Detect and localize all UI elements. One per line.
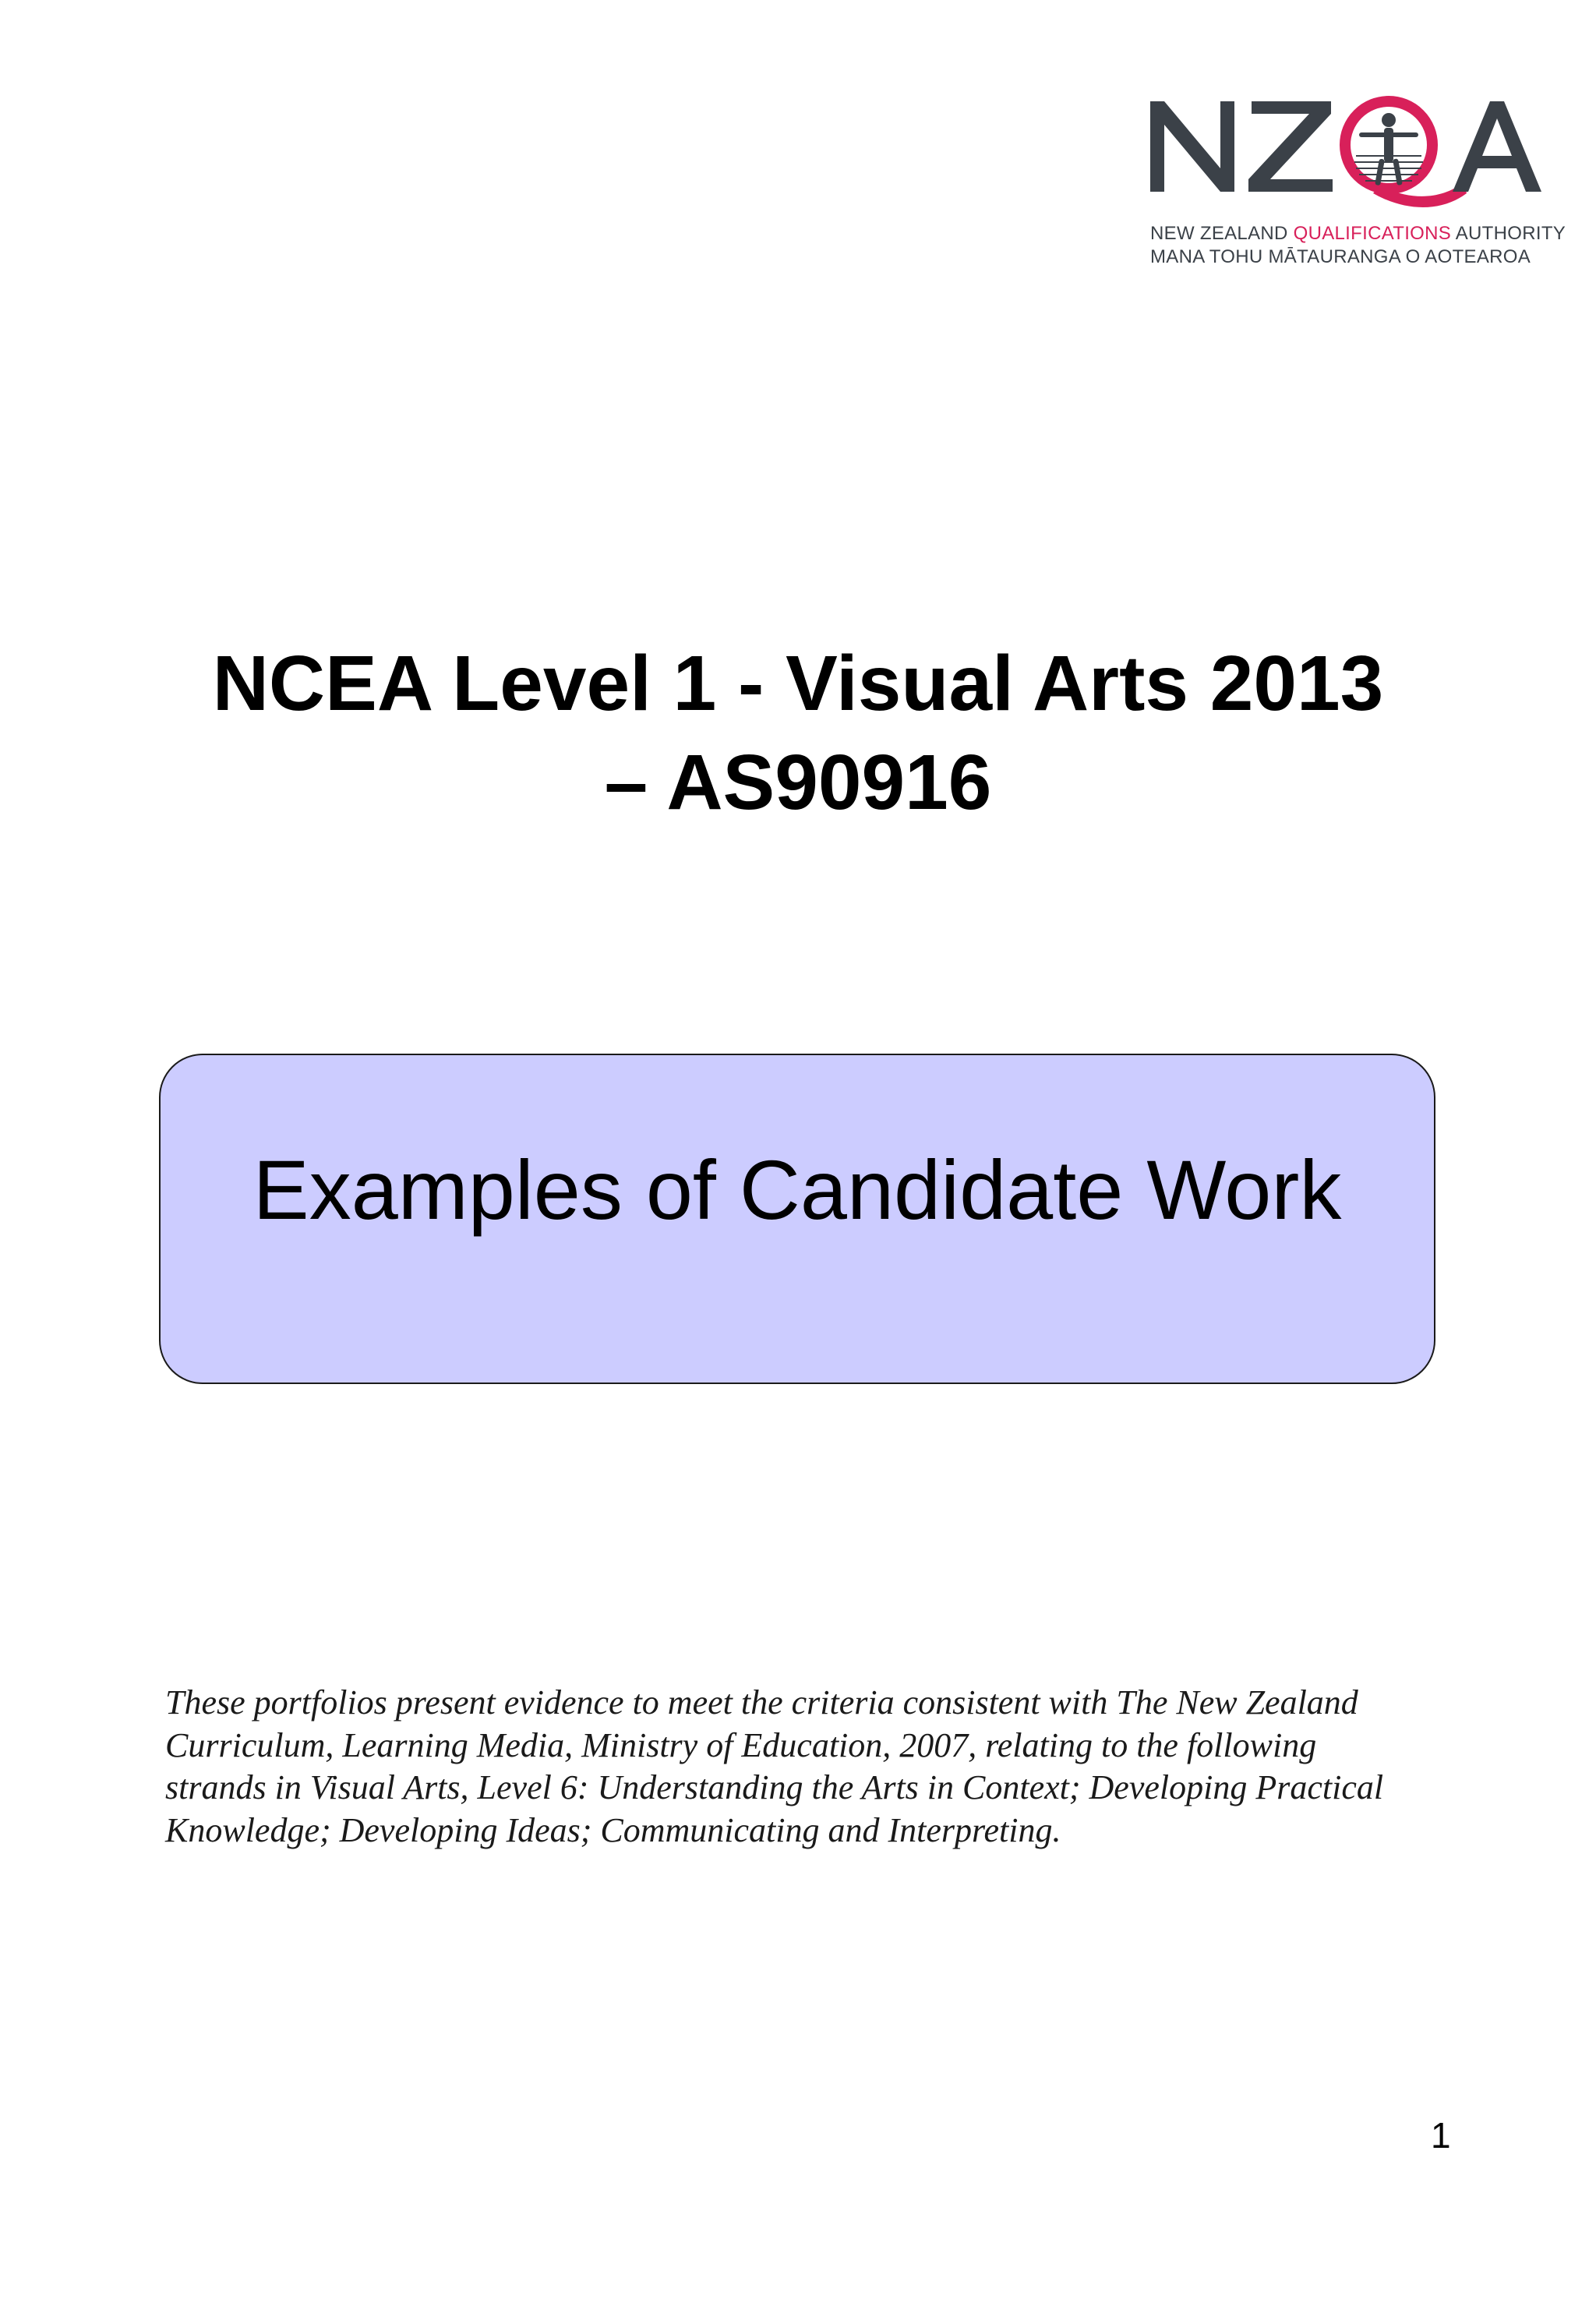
document-title-line-2: – AS90916	[604, 739, 992, 826]
candidate-work-label: Examples of Candidate Work	[252, 1142, 1342, 1237]
logo-letter-a	[1453, 101, 1541, 192]
logo-tagline-accent: QUALIFICATIONS	[1293, 223, 1452, 244]
logo-letter-z	[1248, 101, 1333, 192]
document-title-line-1: NCEA Level 1 - Visual Arts 2013	[212, 640, 1384, 727]
logo-tagline-english: NEW ZEALAND QUALIFICATIONS AUTHORITY	[1150, 223, 1566, 244]
intro-paragraph	[165, 1682, 1490, 1852]
intro-line: These portfolios present evidence to meet the criteria consistent with The New Zealand	[165, 1683, 1358, 1722]
logo-tagline-maori: MANA TOHU MĀTAURANGA O AOTEAROA	[1150, 246, 1531, 267]
intro-line: Curriculum, Learning Media, Ministry of Education, 2007, relating to the following	[165, 1725, 1317, 1764]
nzqa-wordmark	[1146, 84, 1543, 217]
intro-line: Knowledge; Developing Ideas; Communicating and Interpreting.	[165, 1810, 1061, 1849]
logo-letter-n	[1150, 101, 1234, 192]
nzqa-logo	[1146, 84, 1566, 271]
page-number: 1	[1431, 2115, 1451, 2156]
candidate-work-panel	[159, 1054, 1435, 1384]
intro-line: strands in Visual Arts, Level 6: Understanding the Arts in Context; Developing Practical	[165, 1768, 1384, 1806]
